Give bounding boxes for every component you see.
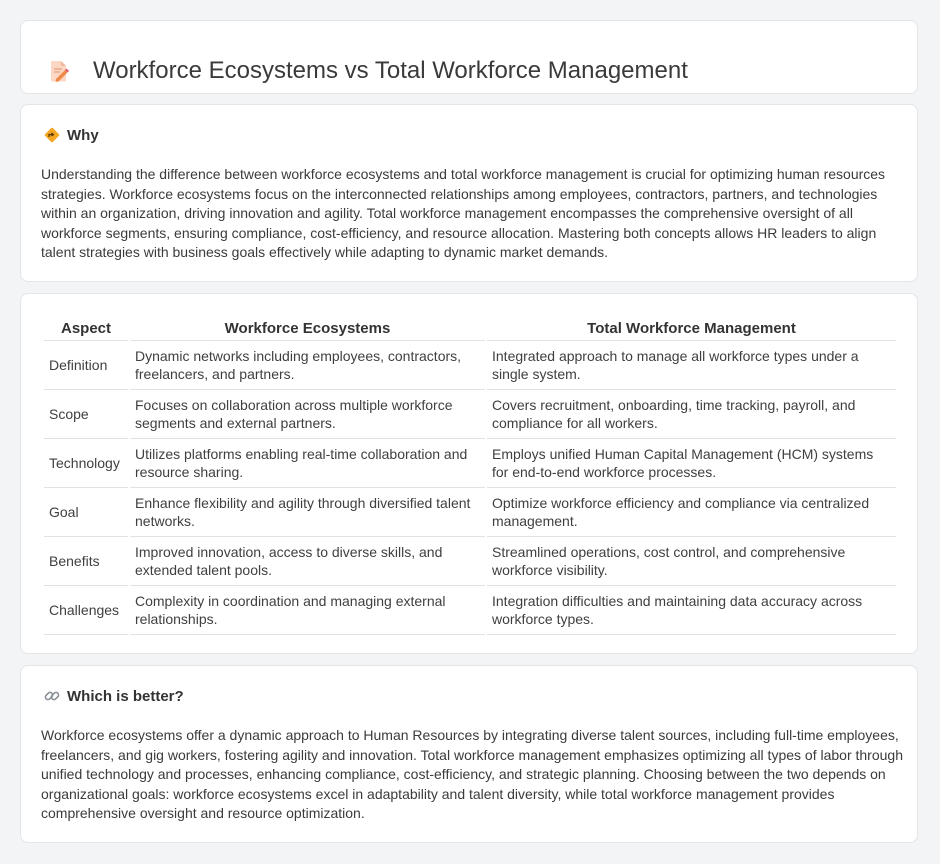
- why-header: [43, 126, 99, 144]
- better-header: [43, 687, 184, 705]
- comparison-section: [20, 293, 918, 654]
- why-section: [20, 104, 918, 282]
- better-text: Workforce ecosystems offer a dynamic approach to Human Resources by integrating diverse talent sources, including full-time employees, freelancers, and gig workers, fostering agility and innovation. Total workforce management emphasizes optimizing all types of labor through unified technology and processes, enhancing compliance, cost-efficiency, and strategic planning. Choosing between the two depends on organizational goals: workforce ecosystems excel in adaptability and talent diversity, while total workforce management provides comprehensive oversight and resource optimization.: [41, 727, 903, 822]
- row-ecosystems: Focuses on collaboration across multiple workforce segments and external partners.: [130, 390, 485, 439]
- row-twm: Integrated approach to manage all workforce types under a single system.: [487, 341, 896, 390]
- which-is-better-section: [20, 665, 918, 843]
- table-row: [44, 488, 896, 537]
- row-aspect: Definition: [44, 341, 128, 390]
- table-row: [44, 439, 896, 488]
- table-row: [44, 341, 896, 390]
- row-ecosystems: Dynamic networks including employees, contractors, freelancers, and partners.: [130, 341, 485, 390]
- table-header-row: [44, 314, 896, 341]
- row-ecosystems: Improved innovation, access to diverse skills, and extended talent pools.: [130, 537, 485, 586]
- row-aspect: Scope: [44, 390, 128, 439]
- header-workforce-ecosystems: Workforce Ecosystems: [130, 314, 485, 341]
- table-row: [44, 537, 896, 586]
- header-aspect: Aspect: [44, 314, 128, 341]
- header-total-workforce-management: Total Workforce Management: [487, 314, 896, 341]
- link-icon: [43, 687, 61, 705]
- why-heading: Why: [67, 126, 99, 144]
- row-twm: Optimize workforce efficiency and compliance via centralized management.: [487, 488, 896, 537]
- road-sign-icon: [43, 126, 61, 144]
- row-twm: Covers recruitment, onboarding, time tracking, payroll, and compliance for all workers.: [487, 390, 896, 439]
- row-twm: Employs unified Human Capital Management (HCM) systems for end-to-end workforce processes.: [487, 439, 896, 488]
- document-edit-icon: [45, 58, 71, 84]
- row-aspect: Technology: [44, 439, 128, 488]
- row-aspect: Challenges: [44, 586, 128, 635]
- row-aspect: Goal: [44, 488, 128, 537]
- title-row: [45, 41, 688, 101]
- better-heading: Which is better?: [67, 687, 184, 705]
- table-row: [44, 586, 896, 635]
- table-row: [44, 390, 896, 439]
- row-aspect: Benefits: [44, 537, 128, 586]
- row-ecosystems: Utilizes platforms enabling real-time collaboration and resource sharing.: [130, 439, 485, 488]
- row-ecosystems: Complexity in coordination and managing external relationships.: [130, 586, 485, 635]
- title-card: [20, 20, 918, 94]
- why-text: Understanding the difference between workforce ecosystems and total workforce management is crucial for optimizing human resources strategies. Workforce ecosystems focus on the interconnected relationships among employees, contractors, partners, and technologies within an organization, driving innovation and agility. Total workforce management encompasses the comprehensive oversight of all workforce segments, ensuring compliance, cost-efficiency, and resource allocation. Mastering both concepts allows HR leaders to align talent strategies with business goals effectively while adapting to dynamic market demands.: [41, 166, 886, 261]
- row-twm: Integration difficulties and maintaining data accuracy across workforce types.: [487, 586, 896, 635]
- row-ecosystems: Enhance flexibility and agility through diversified talent networks.: [130, 488, 485, 537]
- page-title: Workforce Ecosystems vs Total Workforce Management: [93, 57, 688, 85]
- comparison-table: [42, 314, 898, 635]
- row-twm: Streamlined operations, cost control, and comprehensive workforce visibility.: [487, 537, 896, 586]
